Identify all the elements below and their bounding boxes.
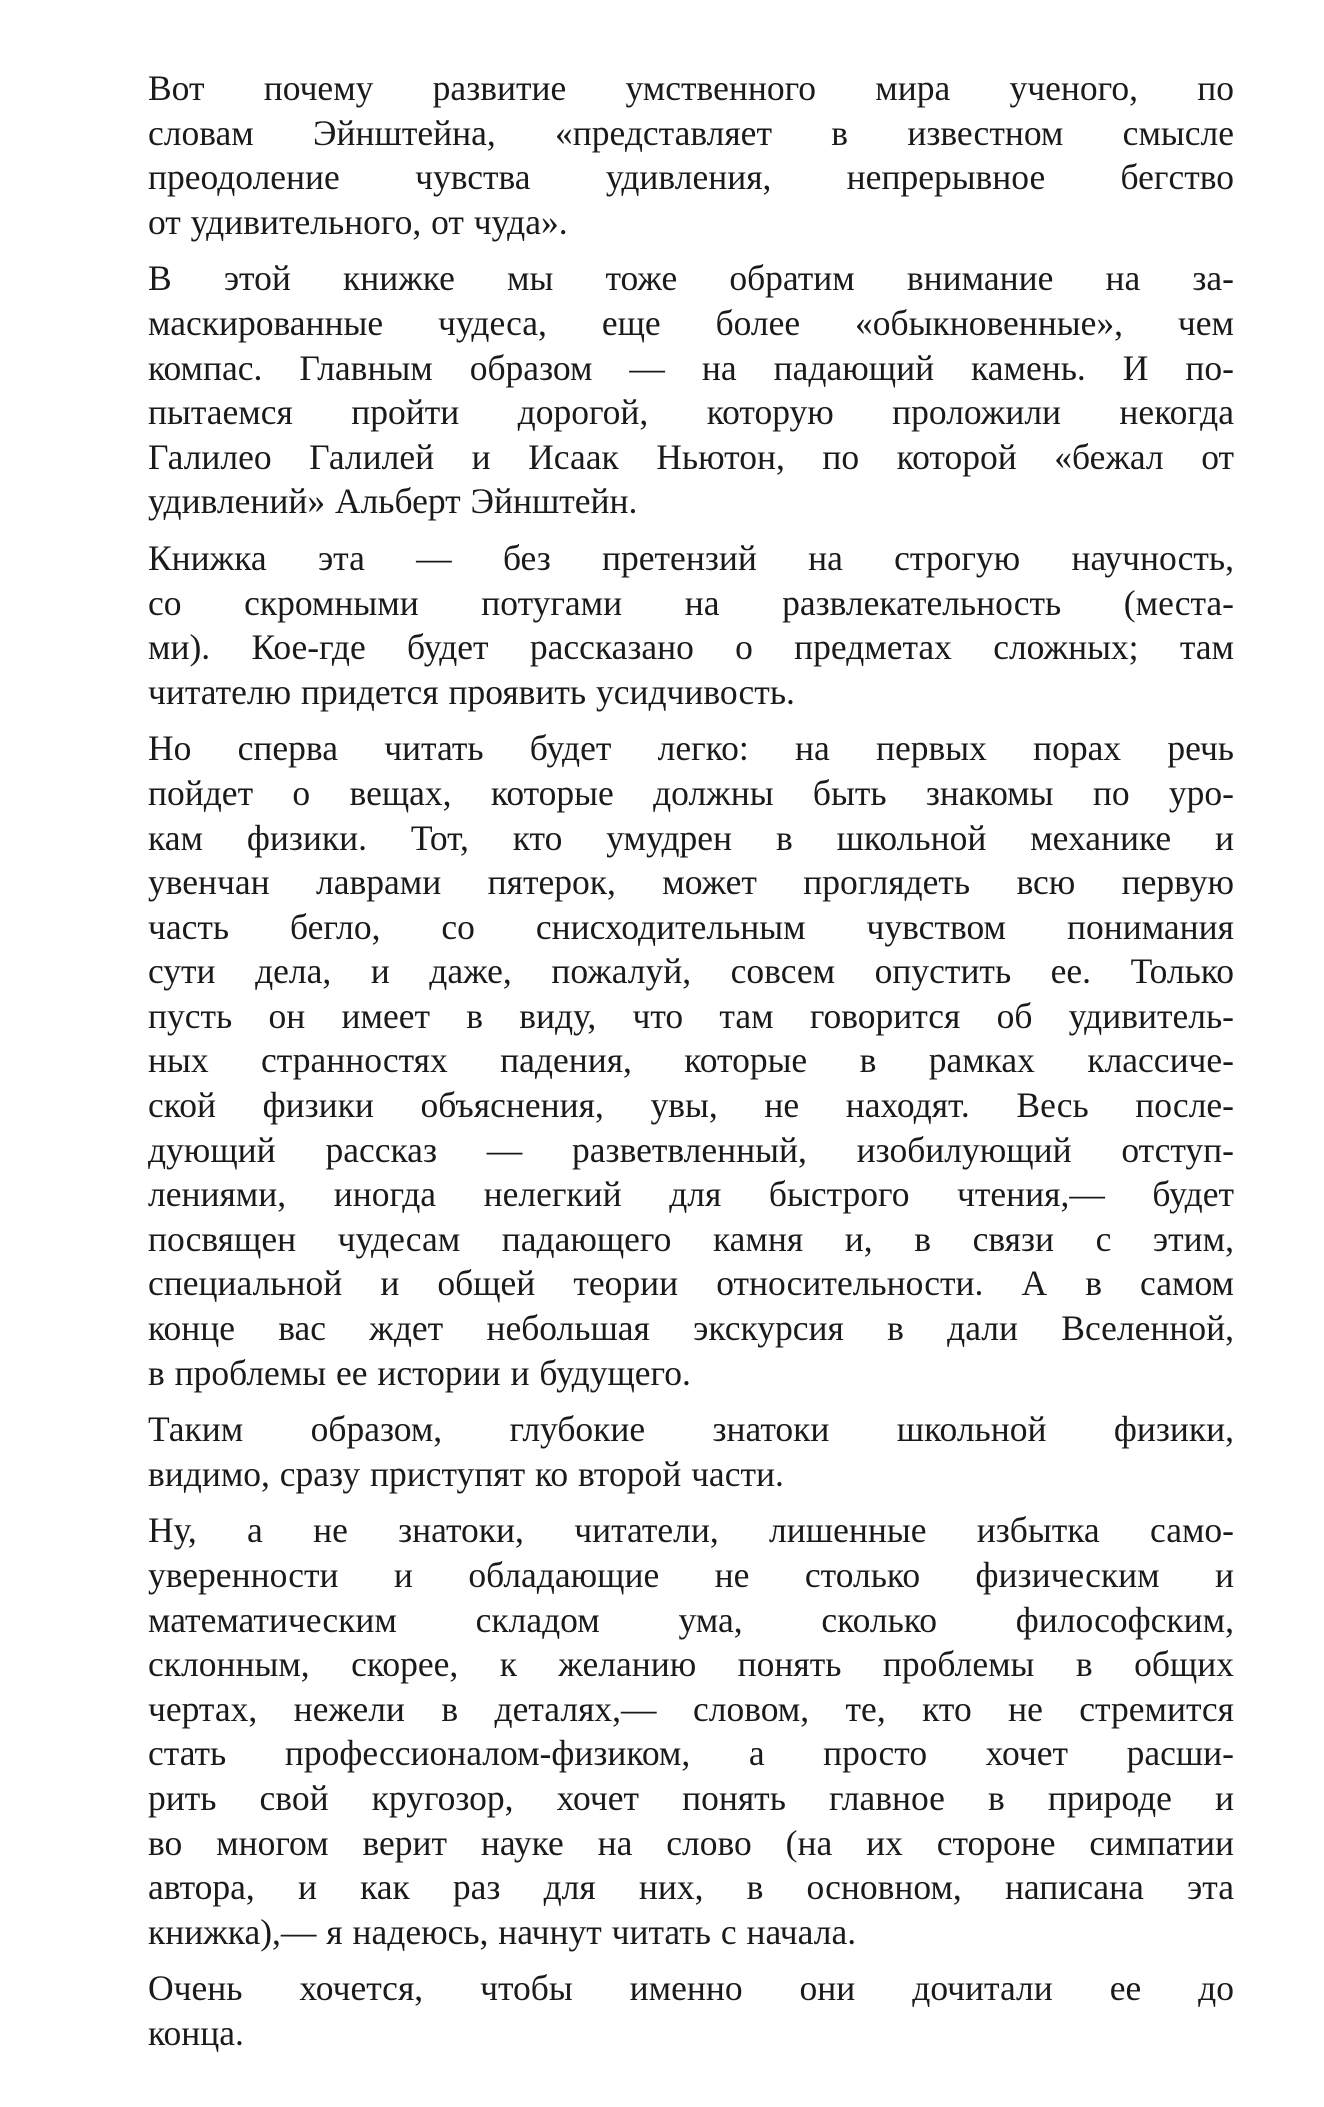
- text-line: Но сперва читать будет легко: на первых порах речь: [148, 728, 1234, 769]
- text-line: со скромными потугами на развлекательность (места-: [148, 582, 1234, 623]
- text-line: компас. Главным образом — на падающий камень. И по-: [148, 347, 1234, 388]
- text-line: математическим складом ума, сколько философским,: [148, 1599, 1234, 1640]
- text-line: лениями, иногда нелегкий для быстрого чтения,— будет: [148, 1174, 1234, 1215]
- text-line: Вот почему развитие умственного мира ученого, по: [148, 68, 1234, 108]
- text-line: дующий рассказ — разветвленный, изобилующий отступ-: [148, 1129, 1234, 1170]
- text-line: посвящен чудесам падающего камня и, в связи с этим,: [148, 1218, 1234, 1259]
- text-line: автора, и как раз для них, в основном, написана эта: [148, 1867, 1234, 1908]
- paragraph-2: [86, 256, 1234, 524]
- text-line: во многом верит науке на слово (на их стороне симпатии: [148, 1822, 1234, 1863]
- text-line: Таким образом, глубокие знатоки школьной физики,: [148, 1409, 1234, 1450]
- text-line: чертах, нежели в деталях,— словом, те, кто не стремится: [148, 1688, 1234, 1729]
- text-line: ных странностях падения, которые в рамках классиче-: [148, 1040, 1234, 1081]
- text-line: ской физики объяснения, увы, не находят. Весь после-: [148, 1085, 1234, 1126]
- text-line: книжка),— я надеюсь, начнут читать с начала.: [148, 1911, 857, 1952]
- text-line: пойдет о вещах, которые должны быть знакомы по уро-: [148, 772, 1234, 813]
- text-line: читателю придется проявить усидчивость.: [148, 671, 795, 712]
- text-line: кам физики. Тот, кто умудрен в школьной механике и: [148, 817, 1234, 858]
- text-line: преодоление чувства удивления, непрерывное бегство: [148, 157, 1234, 198]
- text-line: ми). Кое-где будет рассказано о предметах сложных; там: [148, 627, 1234, 668]
- text-line: от удивительного, от чуда».: [148, 201, 568, 242]
- text-line: склонным, скорее, к желанию понять проблемы в общих: [148, 1644, 1234, 1685]
- text-line: конце вас ждет небольшая экскурсия в дали Вселенной,: [148, 1308, 1234, 1349]
- text-line: Очень хочется, чтобы именно они дочитали ее до: [148, 1968, 1234, 2009]
- text-line: специальной и общей теории относительности. А в самом: [148, 1263, 1234, 1304]
- text-line: часть бегло, со снисходительным чувством понимания: [148, 906, 1234, 947]
- paragraph-7: [86, 1966, 1234, 2055]
- text-line: словам Эйнштейна, «представляет в известном смысле: [148, 112, 1234, 153]
- text-line: Ну, а не знатоки, читатели, лишенные избытка само-: [148, 1510, 1234, 1551]
- text-line: рить свой кругозор, хочет понять главное в природе и: [148, 1777, 1234, 1818]
- text-line: уверенности и обладающие не столько физическим и: [148, 1555, 1234, 1595]
- paragraph-4: [86, 726, 1234, 1395]
- text-line: пусть он имеет в виду, что там говорится об удивитель-: [148, 995, 1234, 1036]
- text-line: сути дела, и даже, пожалуй, совсем опустить ее. Только: [148, 951, 1234, 992]
- text-line: В этой книжке мы тоже обратим внимание на за-: [148, 258, 1234, 299]
- text-line: Книжка эта — без претензий на строгую научность,: [148, 537, 1234, 578]
- book-page: [86, 66, 1234, 2068]
- text-line: удивлений» Альберт Эйнштейн.: [148, 481, 638, 522]
- paragraph-3: [86, 536, 1234, 714]
- text-line: пытаемся пройти дорогой, которую проложили некогда: [148, 392, 1234, 433]
- paragraph-1: [86, 66, 1234, 244]
- text-line: в проблемы ее истории и будущего.: [148, 1352, 691, 1393]
- text-line: увенчан лаврами пятерок, может проглядеть всю первую: [148, 862, 1234, 903]
- text-line: конца.: [148, 2012, 244, 2053]
- text-line: видимо, сразу приступят ко второй части.: [148, 1453, 784, 1494]
- paragraph-6: [86, 1508, 1234, 1954]
- text-line: Галилео Галилей и Исаак Ньютон, по которой «бежал от: [148, 436, 1234, 477]
- text-line: стать профессионалом-физиком, а просто хочет расши-: [148, 1733, 1234, 1774]
- paragraph-5: [86, 1407, 1234, 1496]
- text-line: маскированные чудеса, еще более «обыкновенные», чем: [148, 302, 1234, 343]
